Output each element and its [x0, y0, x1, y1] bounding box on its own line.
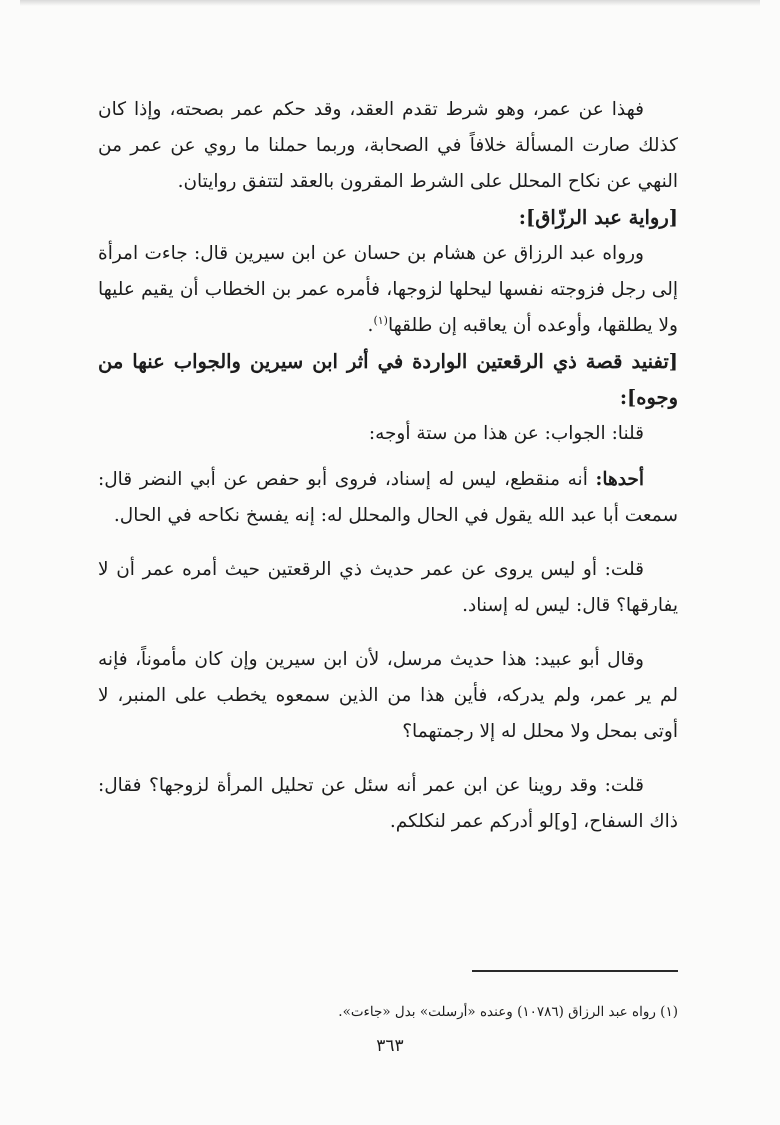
paragraph-6: وقال أبو عبيد: هذا حديث مرسل، لأن ابن سيرين وإن كان مأموناً، فإنه لم ير عمر، ولم يدركه، فأين هذا من الذين سمعوه يخطب على المنبر، لا أوتى بمحل ولا محلل له إلا رجمتهما؟ — [98, 649, 678, 742]
paragraph-4-text: أنه منقطع، ليس له إسناد، فروى أبو حفص عن أبي النضر قال: سمعت أبا عبد الله يقول في الحال والمحلل له: إنه يفسخ نكاحه في الحال. — [98, 469, 678, 526]
paragraph-5: قلت: أو ليس يروى عن عمر حديث ذي الرقعتين حيث أمره عمر أن لا يفارقها؟ قال: ليس له إسناد. — [98, 559, 678, 616]
paragraph-4-lead: أحدها: — [595, 469, 644, 490]
main-text — [98, 92, 678, 840]
footnote-1: (١) رواه عبد الرزاق (١٠٧٨٦) وعنده «أرسلت» بدل «جاءت». — [338, 1003, 678, 1020]
paragraph-2-end: . — [367, 315, 374, 336]
paragraph-2 — [98, 236, 678, 344]
page-number: ٣٦٣ — [376, 1036, 404, 1056]
section-heading-refutation: [تفنيد قصة ذي الرقعتين الواردة في أثر ابن سيرين والجواب عنها من وجوه]: — [98, 350, 678, 409]
top-edge-shadow — [20, 0, 760, 6]
footnote-separator — [472, 970, 678, 972]
paragraph-2-text: ورواه عبد الرزاق عن هشام بن حسان عن ابن سيرين قال: جاءت امرأة إلى رجل فزوجته نفسها ليحلها لزوجها، فأمره عمر بن الخطاب أن يقيم عليها ولا يطلقها، وأوعده أن يعاقبه إن طلقها — [98, 243, 678, 336]
paragraph-7: قلت: وقد روينا عن ابن عمر أنه سئل عن تحليل المرأة لزوجها؟ فقال: ذاك السفاح، [و]لو أدركم عمر لنكلكم. — [98, 775, 678, 832]
paragraph-4 — [98, 462, 678, 534]
section-heading-abdulrazzaq: [رواية عبد الرزّاق]: — [518, 206, 678, 229]
paragraph-3: قلنا: الجواب: عن هذا من ستة أوجه: — [368, 423, 644, 444]
footnote-reference: (١) — [373, 313, 388, 327]
paragraph-1: فهذا عن عمر، وهو شرط تقدم العقد، وقد حكم عمر بصحته، وإذا كان كذلك صارت المسألة خلافاً في الصحابة، وربما حملنا ما روي عن عمر من النهي عن نكاح المحلل على الشرط المقرون بالعقد لتتفق روايتان. — [98, 99, 678, 192]
